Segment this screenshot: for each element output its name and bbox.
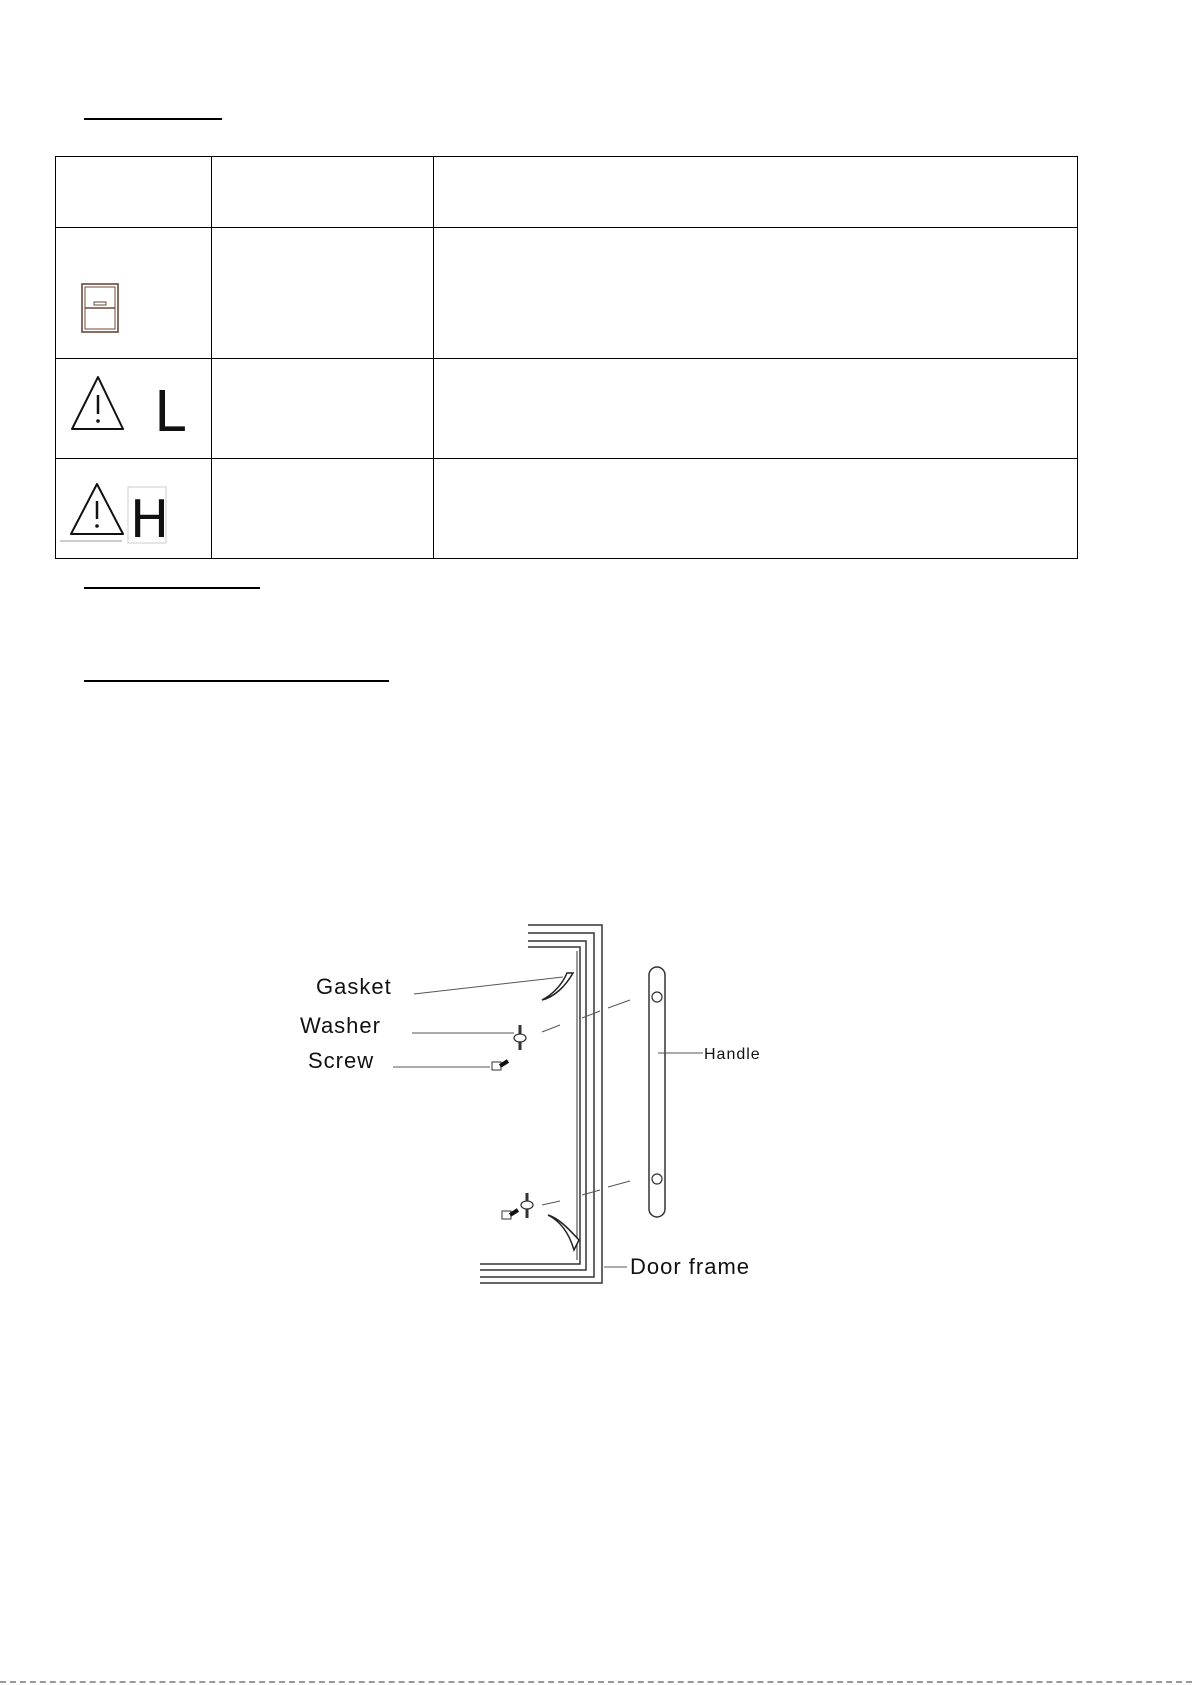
door-frame xyxy=(480,925,602,1283)
screw-bottom xyxy=(502,1210,518,1219)
icon-cell-low-alarm xyxy=(56,359,212,459)
name-cell xyxy=(212,228,434,359)
table-row xyxy=(56,359,1078,459)
header-cell-icon xyxy=(56,157,212,228)
alarm-letter-l: L xyxy=(154,380,186,445)
name-cell xyxy=(212,459,434,559)
alarm-letter-h: H xyxy=(130,490,170,550)
gasket-top xyxy=(542,973,573,1000)
handle xyxy=(649,967,665,1217)
label-handle: Handle xyxy=(704,1046,761,1063)
gasket-bottom xyxy=(548,1215,579,1250)
icon-cell-door xyxy=(56,228,212,359)
label-gasket: Gasket xyxy=(316,974,392,999)
section-heading-rule-2 xyxy=(84,587,260,589)
label-door-frame: Door frame xyxy=(630,1254,751,1279)
icon-cell-high-alarm xyxy=(56,459,212,559)
description-cell xyxy=(434,359,1078,459)
label-screw: Screw xyxy=(308,1048,375,1073)
door-open-icon xyxy=(56,228,211,353)
description-cell xyxy=(434,228,1078,359)
description-cell xyxy=(434,459,1078,559)
warning-triangle-icon xyxy=(56,459,211,553)
table-row xyxy=(56,459,1078,559)
table-row xyxy=(56,228,1078,359)
washer-bottom xyxy=(521,1193,533,1218)
page-bottom-border xyxy=(0,1681,1192,1683)
header-cell-description xyxy=(434,157,1078,228)
handle-installation-diagram xyxy=(290,915,810,1295)
screw-top xyxy=(492,1061,508,1070)
section-heading-rule-3 xyxy=(84,680,389,682)
label-washer: Washer xyxy=(300,1013,381,1038)
header-cell-name xyxy=(212,157,434,228)
name-cell xyxy=(212,359,434,459)
washer-top xyxy=(514,1025,526,1050)
indicator-table xyxy=(55,156,1078,559)
section-heading-rule-1 xyxy=(84,118,222,120)
table-header-row xyxy=(56,157,1078,228)
warning-triangle-icon xyxy=(56,359,211,453)
